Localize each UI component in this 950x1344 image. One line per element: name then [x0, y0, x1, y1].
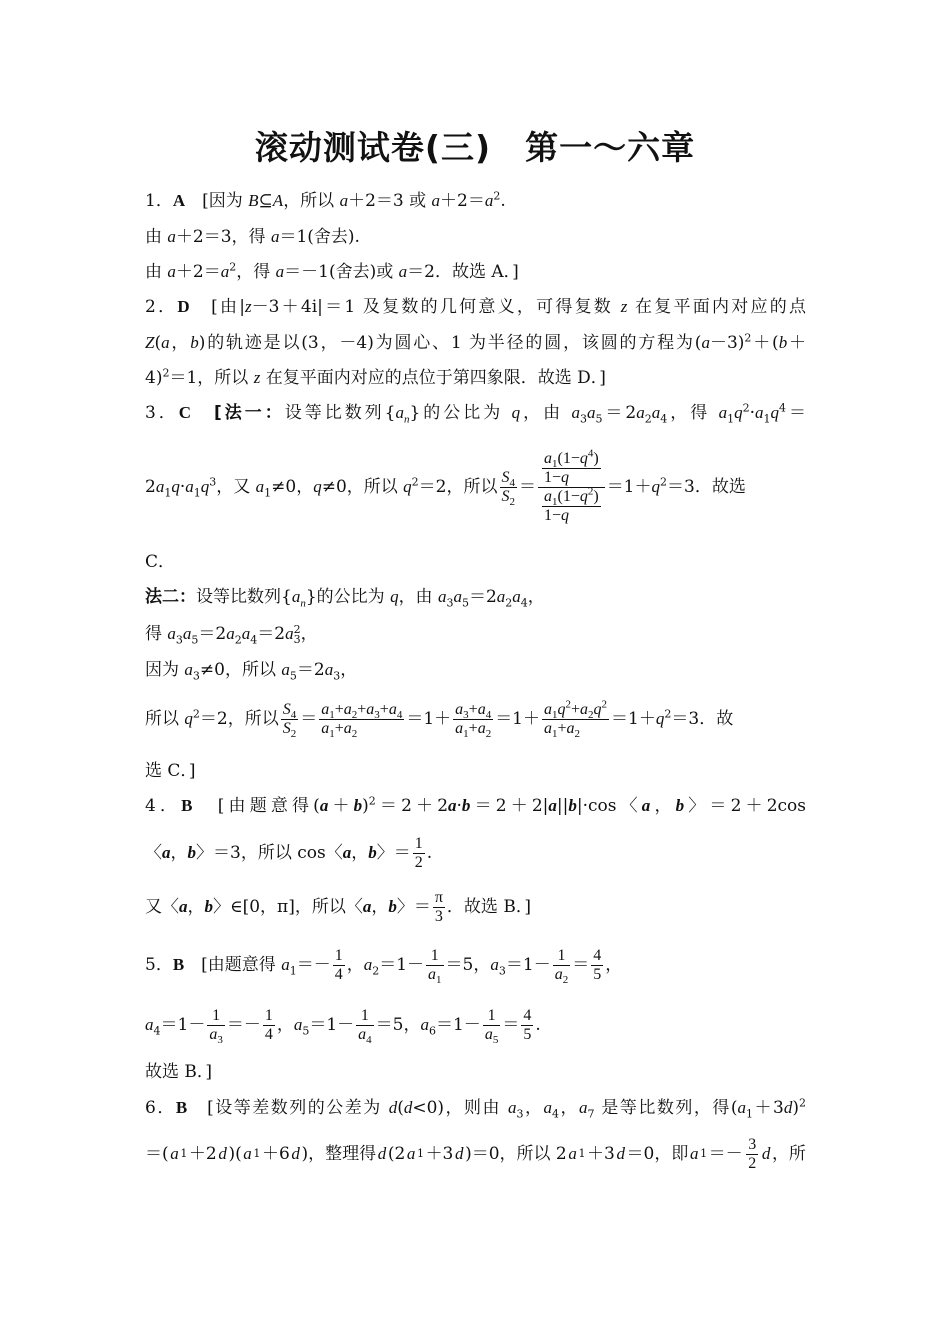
q3-method2-line-2: 得 $a_3a_5=2a_2a_4=2a$ 2 3 ， [145, 622, 318, 647]
q1-number: 1． [145, 191, 173, 211]
q3-line-3: C． [145, 552, 176, 572]
q5-line-1: 5．B [由题意得 $a_1=-$ $\frac{1}{4}$ ，$a_2=1-$ $\frac{1}{a_1}$ ＝5，$a_3=1-$ $\frac{1}{a_2}$ ＝ $\frac{4}{5}$ ， [145, 946, 623, 986]
q2-number: 2． [145, 297, 178, 317]
q2-line-3: 4)$^2$＝1，所以 z 在复平面内对应的点位于第四象限．故选 D．] [145, 366, 606, 388]
q4-line-2: 〈a，b〉＝3，所以 cos〈a，b〉＝ $\frac{1}{2}$ . [145, 834, 433, 871]
q3-method1-label: [法一： [214, 403, 285, 423]
q4-line-1: 4．B [由题意得$(a+b)^2=2+2a\cdot b=2+2|a||b|\cdot\cos$〈a，b〉＝2＋2cos [145, 794, 806, 816]
q2-line-2: Z(a，b)的轨迹是以(3，－4)为圆心、1 为半径的圆，该圆的方程为$(a-3)^2+(b+$ [145, 331, 807, 353]
page-title: 滚动测试卷(三) 第一～六章 [254, 128, 696, 167]
q1-answer: A [172, 191, 186, 210]
q4-number: 4． [145, 796, 182, 816]
s4-over-s2: $\frac{S_4}{S_2}$ [501, 468, 515, 508]
q3-end: 选 C．] [145, 761, 196, 781]
q5-number: 5． [145, 954, 173, 975]
q3-answer: C [178, 403, 192, 422]
q2-line-1: 2．D [由|z－3＋4i|＝1 及复数的几何意义，可得复数 z 在复平面内对应的点 [145, 297, 806, 317]
q3-line-1: 3．C [法一：设等比数列$\{a_n\}$的公比为 q，由 $a_3a_5=2a_2a_4$，得 $a_1q^2\cdot a_1q^4=$ [145, 401, 806, 426]
q6-line-2: ＝( a 1 ＋2 d )( a 1 ＋6 d )，整理得 d (2 a 1 ＋3 d )＝0，所以 2 a 1 ＋3 d ＝0，即 a 1 ＝－ $\frac{3}{2}$ d ，所 [145, 1135, 806, 1172]
q2-answer: D [177, 297, 190, 316]
q5-line-2: $a_4=1-$ $\frac{1}{a_3}$ ＝－ $\frac{1}{4}$ ，$a_5=1-$ $\frac{1}{a_4}$ ＝5，$a_6=1-$ $\frac{1}{a_5}$ ＝ $\frac{4}{5}$ . [145, 1006, 541, 1046]
q5-end: 故选 B．] [145, 1062, 213, 1082]
q3-line-2: $2a_1q\cdot a_1q^3$，又 $a_1\ne 0$，q≠0，所以 $q^2=2$，所以 $\frac{S_4}{S_2}$ ＝ $\frac{\frac{a_1(1-q^4)}{1-q}}{\frac{a_1(1-q^2)}{1-q}}$ $=1+q^2=3$．故选 [145, 447, 746, 524]
q3-method2-line-3: 因为 $a_3\ne 0$，所以 $a_5=2a_3$， [145, 660, 358, 683]
q5-answer: B [172, 954, 185, 974]
q1-line-1: 1．A [因为 B⊆A，所以 a＋2＝3 或 $a+2=a^2$. [145, 189, 506, 211]
q3-method2-line-4: 所以 $q^2=2$，所以 $\frac{S_4}{S_2}$ ＝ $\frac{a_1+a_2+a_3+a_4}{a_1+a_2}$ ＝1＋ $\frac{a_3+a_4}{a_1+a_2}$ ＝1＋ $\frac{a_1q^2+a_2q^2}{a_1+a_2}$ $=1+q^2=3$．故 [145, 698, 734, 740]
q4-line-3: 又〈a，b〉∈[0，π]，所以〈a，b〉＝ $\frac{\pi}{3}$ ．故选 B．] [145, 888, 531, 925]
q3-number: 3． [145, 403, 179, 423]
q3-method2-line-1: 法二：设等比数列$\{a_n\}$的公比为 q，由 $a_3a_5=2a_2a_4$， [145, 587, 545, 610]
q3-method2-label: 法二： [145, 587, 196, 607]
q1-line-2: 由 a＋2＝3，得 a＝1(舍去). [145, 227, 360, 247]
q6-number: 6． [145, 1098, 176, 1118]
q4-answer: B [181, 796, 193, 815]
q3-compound-fraction: $\frac{\frac{a_1(1-q^4)}{1-q}}{\frac{a_1(1-q^2)}{1-q}}$ [538, 450, 605, 525]
q1-line-3: 由 $a+2=a^2$，得 a＝－1(舍去)或 a＝2．故选 A．] [145, 260, 519, 282]
q6-answer: B [175, 1098, 188, 1117]
q6-line-1: 6．B [设等差数列的公差为 d(d<0)，则由 $a_3$，$a_4$，$a_7$ 是等比数列，得$(a_1+3d)^2$ [145, 1096, 807, 1121]
